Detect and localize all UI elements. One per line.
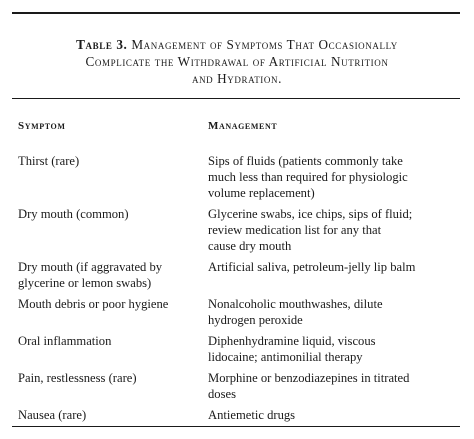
management-cell [208,296,464,328]
management-line: Nonalcoholic mouthwashes, dilute [208,297,383,311]
table-label: Table 3. [76,37,128,52]
bottom-rule [12,426,460,427]
symptom-line: glycerine or lemon swabs) [18,276,152,290]
management-line: much less than required for physiologic [208,170,408,184]
symptom-cell [18,206,204,222]
symptom-cell [18,296,204,312]
header-management: Management [208,120,278,132]
symptom-line: Oral inflammation [18,334,112,348]
table-row [18,206,464,254]
table-row [18,407,464,423]
management-line: Antiemetic drugs [208,408,296,422]
management-cell [208,153,464,201]
symptom-cell [18,333,204,349]
symptom-line: Dry mouth (if aggravated by [18,260,163,274]
management-line: Artificial saliva, petroleum-jelly lip balm [208,260,416,274]
title-line-3: and Hydration. [191,71,282,86]
management-line: Diphenhydramine liquid, viscous [208,334,376,348]
title-line-2: Complicate the Withdrawal of Artificial Nutrition [85,54,389,69]
management-line: doses [208,387,236,401]
management-line: Morphine or benzodiazepines in titrated [208,371,410,385]
header-symptom: Symptom [18,120,66,132]
symptom-line: Mouth debris or poor hygiene [18,297,169,311]
title-line-1: Management of Symptoms That Occasionally [131,37,398,52]
symptom-cell [18,407,204,423]
management-line: volume replacement) [208,186,315,200]
symptom-cell [18,259,204,291]
management-line: Glycerine swabs, ice chips, sips of fluid; [208,207,413,221]
table-body [18,153,464,428]
symptom-cell [18,153,204,169]
header-rule [12,98,460,99]
management-cell [208,407,464,423]
table-row [18,153,464,201]
management-line: lidocaine; antimonilial therapy [208,350,363,364]
table-caption [12,36,462,87]
management-cell [208,370,464,402]
symptom-line: Nausea (rare) [18,408,87,422]
symptom-line: Thirst (rare) [18,154,80,168]
table-row [18,333,464,365]
caption-line-1 [12,36,462,53]
symptom-line: Dry mouth (common) [18,207,129,221]
management-line: Sips of fluids (patients commonly take [208,154,403,168]
management-cell [208,333,464,365]
management-line: cause dry mouth [208,239,292,253]
management-cell [208,259,464,275]
top-rule [12,12,460,14]
management-cell [208,206,464,254]
management-line: review medication list for any that [208,223,382,237]
management-line: hydrogen peroxide [208,313,303,327]
symptom-cell [18,370,204,386]
table-row [18,370,464,402]
table-row [18,296,464,328]
symptom-line: Pain, restlessness (rare) [18,371,137,385]
table-row [18,259,464,291]
